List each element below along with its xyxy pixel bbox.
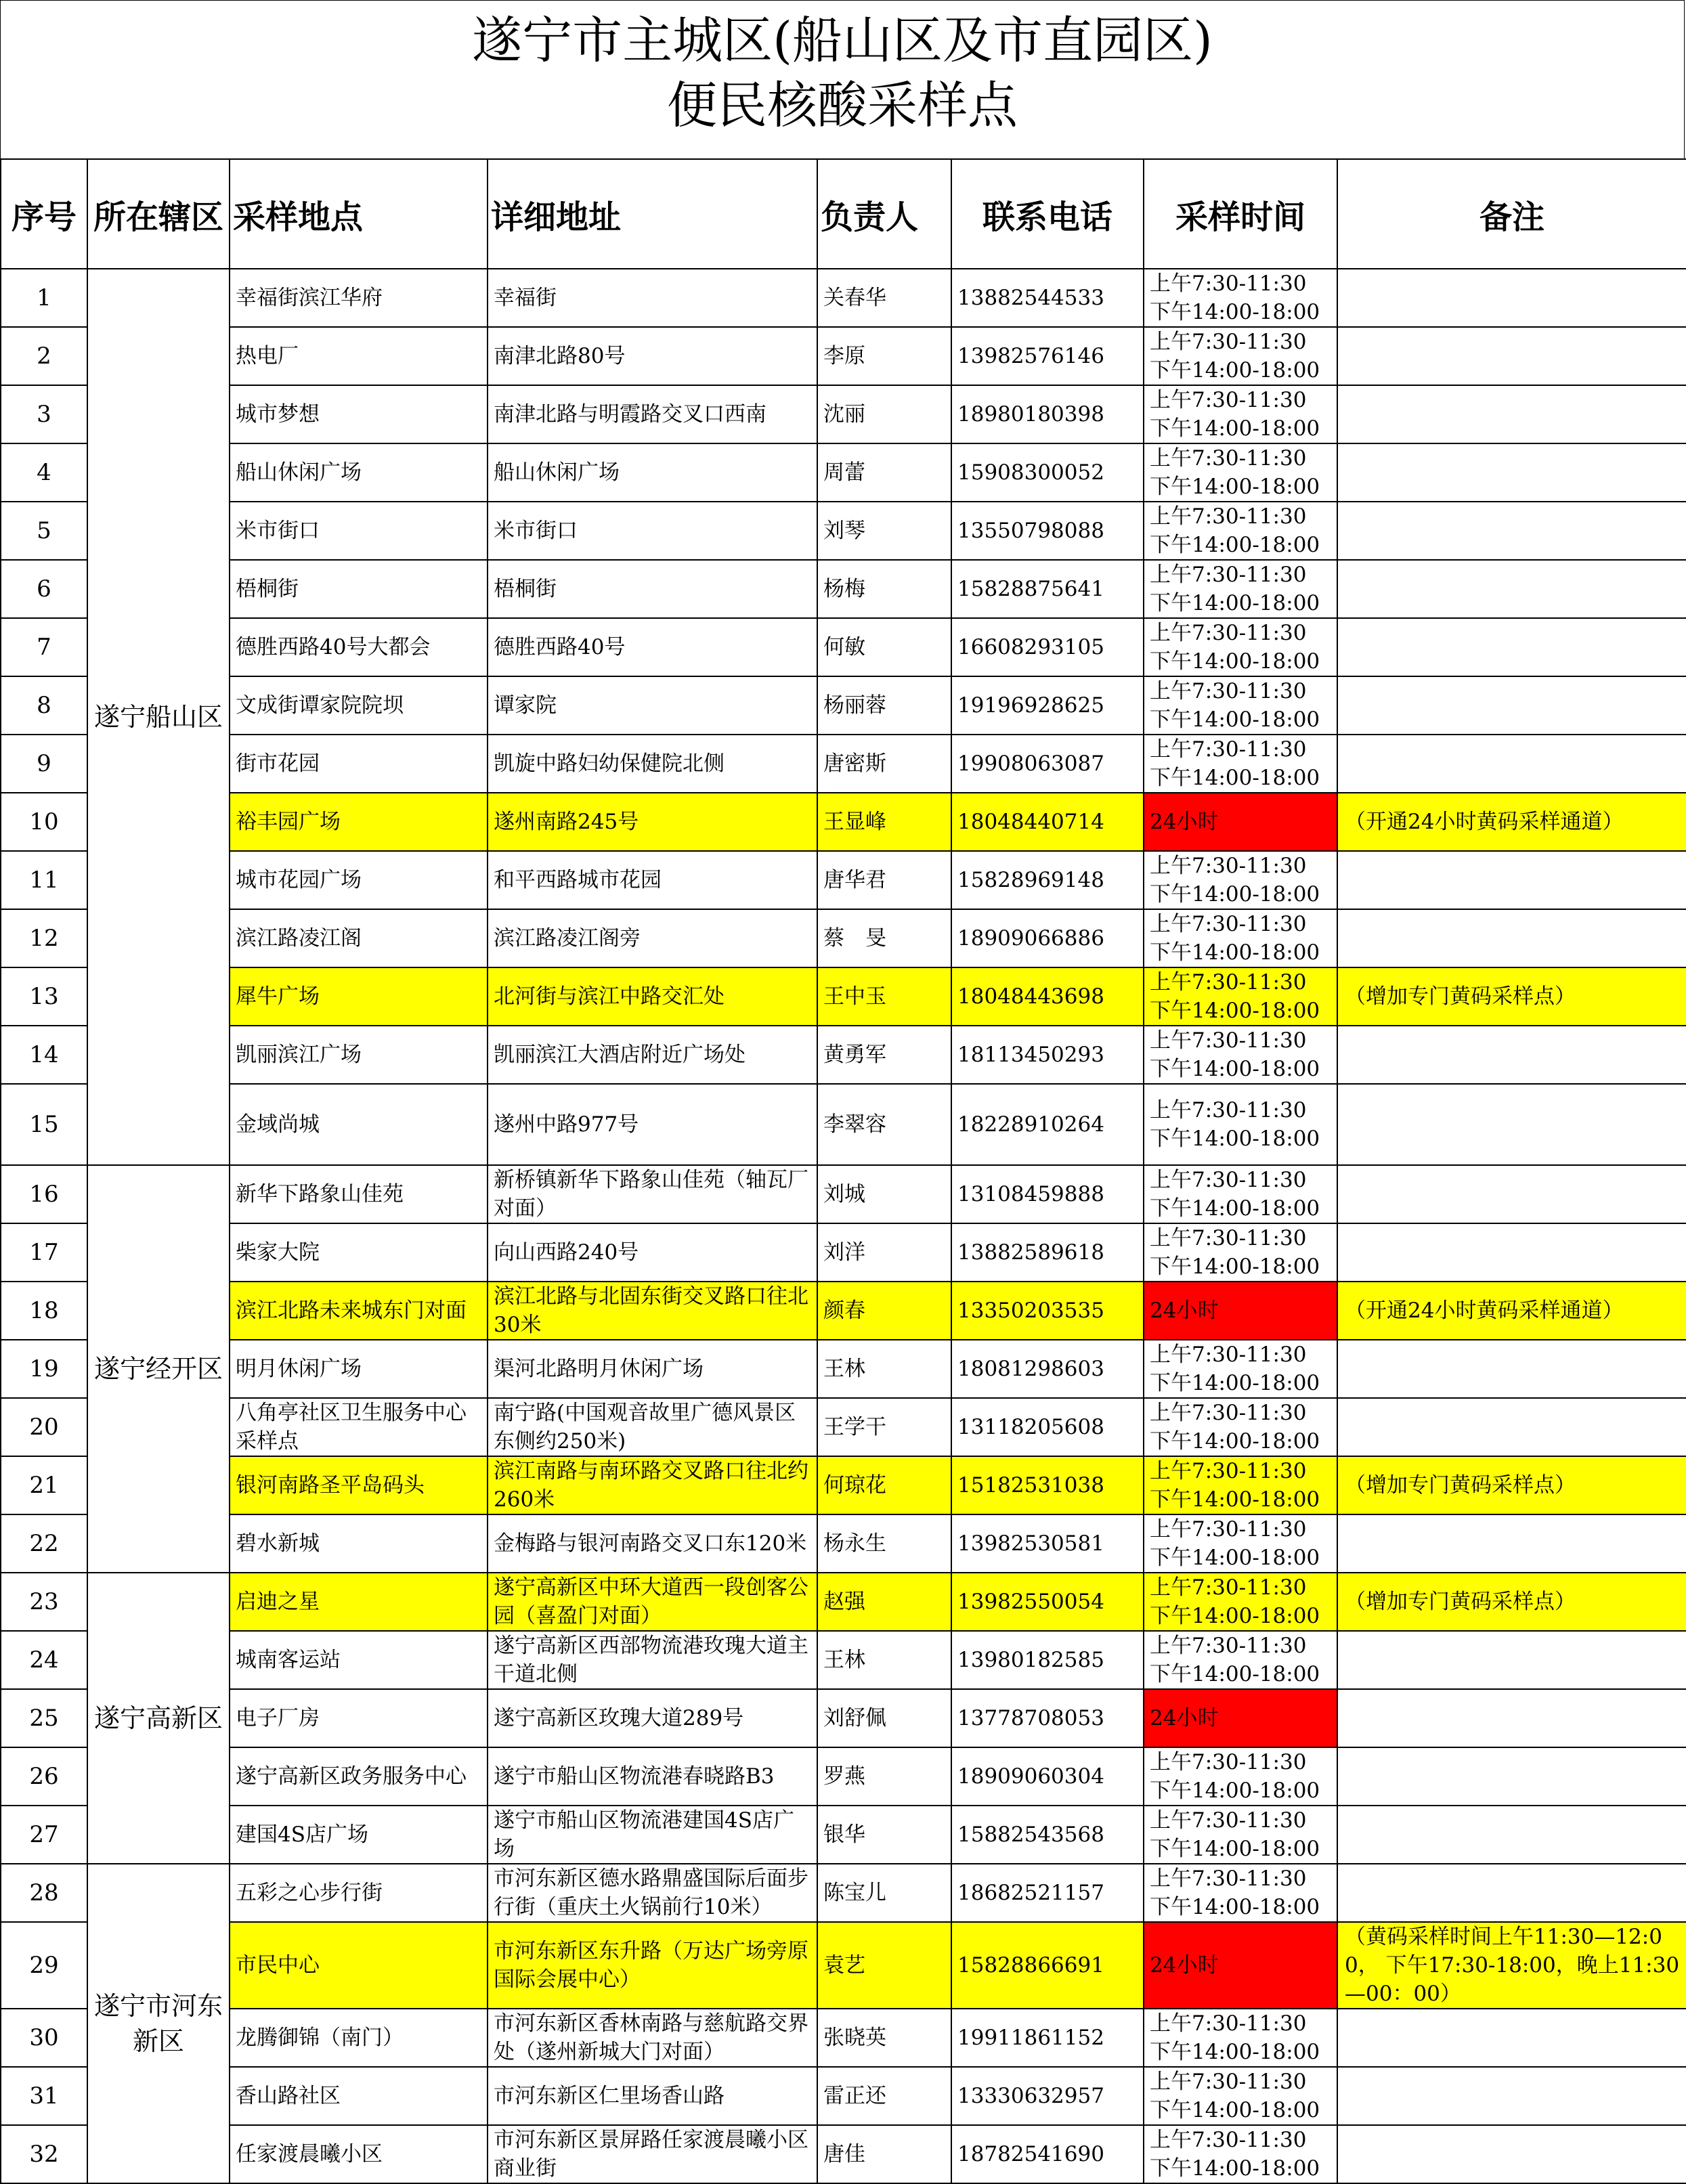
site-address: 遂州中路977号 [488, 1084, 817, 1165]
site-name: 建国4S店广场 [230, 1806, 488, 1864]
site-person: 银华 [817, 1806, 951, 1864]
site-address: 德胜西路40号 [488, 618, 817, 676]
site-time: 上午7:30-11:30 下午14:00-18:00 [1144, 1514, 1337, 1573]
table-row [1, 1026, 1686, 1084]
site-address: 南宁路(中国观音故里广德风景区东侧约250米) [488, 1398, 817, 1456]
site-time: 上午7:30-11:30 下午14:00-18:00 [1144, 967, 1337, 1026]
site-address: 金梅路与银河南路交叉口东120米 [488, 1514, 817, 1573]
row-number: 22 [1, 1514, 87, 1573]
site-person: 王林 [817, 1340, 951, 1398]
site-name: 新华下路象山佳苑 [230, 1165, 488, 1223]
site-person: 刘洋 [817, 1223, 951, 1282]
site-name: 幸福街滨江华府 [230, 269, 488, 327]
row-number: 1 [1, 269, 87, 327]
site-address: 滨江北路与北固东街交叉路口往北30米 [488, 1282, 817, 1340]
header-note: 备注 [1337, 159, 1686, 269]
row-number: 28 [1, 1864, 87, 1922]
site-note: （黄码采样时间上午11:30—12:00， 下午17:30-18:00，晚上11:30—00：00） [1337, 1922, 1686, 2009]
site-person: 王林 [817, 1631, 951, 1689]
site-time: 上午7:30-11:30 下午14:00-18:00 [1144, 1340, 1337, 1398]
site-time: 上午7:30-11:30 下午14:00-18:00 [1144, 1084, 1337, 1165]
row-number: 21 [1, 1456, 87, 1514]
site-phone: 16608293105 [951, 618, 1144, 676]
site-name: 犀牛广场 [230, 967, 488, 1026]
table-row [1, 2067, 1686, 2125]
title-area [0, 0, 1685, 158]
site-person: 周蕾 [817, 443, 951, 502]
table-row [1, 1165, 1686, 1223]
site-time: 上午7:30-11:30 下午14:00-18:00 [1144, 1747, 1337, 1806]
site-time: 上午7:30-11:30 下午14:00-18:00 [1144, 1165, 1337, 1223]
row-number: 3 [1, 385, 87, 443]
site-address: 凯旋中路妇幼保健院北侧 [488, 735, 817, 793]
site-time: 上午7:30-11:30 下午14:00-18:00 [1144, 2009, 1337, 2067]
site-address: 渠河北路明月休闲广场 [488, 1340, 817, 1398]
site-name: 热电厂 [230, 327, 488, 385]
site-address: 北河街与滨江中路交汇处 [488, 967, 817, 1026]
site-phone: 15882543568 [951, 1806, 1144, 1864]
site-note [1337, 327, 1686, 385]
sampling-sites-table [0, 158, 1686, 2184]
site-person: 唐密斯 [817, 735, 951, 793]
site-note [1337, 2125, 1686, 2183]
site-time: 上午7:30-11:30 下午14:00-18:00 [1144, 327, 1337, 385]
site-person: 刘城 [817, 1165, 951, 1223]
site-name: 米市街口 [230, 502, 488, 560]
site-time: 24小时 [1144, 1689, 1337, 1747]
site-phone: 18048440714 [951, 793, 1144, 851]
site-time: 上午7:30-11:30 下午14:00-18:00 [1144, 1398, 1337, 1456]
table-row [1, 909, 1686, 967]
page-subtitle: 便民核酸采样点 [667, 77, 1018, 135]
row-number: 9 [1, 735, 87, 793]
site-address: 船山休闲广场 [488, 443, 817, 502]
site-person: 唐佳 [817, 2125, 951, 2183]
site-phone: 13980182585 [951, 1631, 1144, 1689]
table-row [1, 1456, 1686, 1514]
row-number: 27 [1, 1806, 87, 1864]
site-phone: 18113450293 [951, 1026, 1144, 1084]
row-number: 32 [1, 2125, 87, 2183]
site-person: 颜春 [817, 1282, 951, 1340]
row-number: 14 [1, 1026, 87, 1084]
site-note [1337, 1631, 1686, 1689]
site-phone: 15828866691 [951, 1922, 1144, 2009]
site-name: 文成街谭家院院坝 [230, 676, 488, 735]
site-note [1337, 1340, 1686, 1398]
site-time: 上午7:30-11:30 下午14:00-18:00 [1144, 2125, 1337, 2183]
table-row [1, 735, 1686, 793]
site-name: 裕丰园广场 [230, 793, 488, 851]
site-time: 24小时 [1144, 793, 1337, 851]
table-row [1, 793, 1686, 851]
table-row [1, 1282, 1686, 1340]
site-phone: 18228910264 [951, 1084, 1144, 1165]
site-note: （增加专门黄码采样点） [1337, 1573, 1686, 1631]
site-name: 八角亭社区卫生服务中心采样点 [230, 1398, 488, 1456]
header-no: 序号 [1, 159, 87, 269]
site-note [1337, 676, 1686, 735]
site-note [1337, 560, 1686, 618]
district-cell: 遂宁高新区 [87, 1573, 230, 1864]
site-time: 上午7:30-11:30 下午14:00-18:00 [1144, 560, 1337, 618]
site-phone: 15908300052 [951, 443, 1144, 502]
site-note [1337, 1514, 1686, 1573]
row-number: 7 [1, 618, 87, 676]
site-address: 遂宁市船山区物流港建国4S店广场 [488, 1806, 817, 1864]
site-phone: 13982576146 [951, 327, 1144, 385]
site-note: （开通24小时黄码采样通道） [1337, 1282, 1686, 1340]
table-row [1, 1084, 1686, 1165]
site-time: 24小时 [1144, 1922, 1337, 2009]
site-note [1337, 269, 1686, 327]
site-phone: 13118205608 [951, 1398, 1144, 1456]
site-name: 明月休闲广场 [230, 1340, 488, 1398]
row-number: 10 [1, 793, 87, 851]
table-row [1, 327, 1686, 385]
table-row [1, 1806, 1686, 1864]
site-note [1337, 502, 1686, 560]
site-note: （增加专门黄码采样点） [1337, 1456, 1686, 1514]
site-time: 上午7:30-11:30 下午14:00-18:00 [1144, 1223, 1337, 1282]
site-name: 滨江路凌江阁 [230, 909, 488, 967]
site-time: 上午7:30-11:30 下午14:00-18:00 [1144, 1456, 1337, 1514]
site-address: 米市街口 [488, 502, 817, 560]
site-person: 杨永生 [817, 1514, 951, 1573]
row-number: 5 [1, 502, 87, 560]
site-name: 五彩之心步行街 [230, 1864, 488, 1922]
site-person: 唐华君 [817, 851, 951, 909]
site-person: 刘舒佩 [817, 1689, 951, 1747]
site-time: 上午7:30-11:30 下午14:00-18:00 [1144, 1864, 1337, 1922]
site-phone: 15828875641 [951, 560, 1144, 618]
site-person: 张晓英 [817, 2009, 951, 2067]
site-time: 上午7:30-11:30 下午14:00-18:00 [1144, 618, 1337, 676]
site-time: 上午7:30-11:30 下午14:00-18:00 [1144, 851, 1337, 909]
site-note: （开通24小时黄码采样通道） [1337, 793, 1686, 851]
site-time: 上午7:30-11:30 下午14:00-18:00 [1144, 385, 1337, 443]
site-address: 滨江南路与南环路交叉路口往北约260米 [488, 1456, 817, 1514]
site-time: 上午7:30-11:30 下午14:00-18:00 [1144, 502, 1337, 560]
site-person: 李原 [817, 327, 951, 385]
table-row [1, 560, 1686, 618]
site-address: 南津北路80号 [488, 327, 817, 385]
site-note [1337, 2067, 1686, 2125]
site-person: 王中玉 [817, 967, 951, 1026]
site-person: 沈丽 [817, 385, 951, 443]
site-note [1337, 1689, 1686, 1747]
site-phone: 13882589618 [951, 1223, 1144, 1282]
row-number: 31 [1, 2067, 87, 2125]
row-number: 12 [1, 909, 87, 967]
site-address: 向山西路240号 [488, 1223, 817, 1282]
site-person: 杨梅 [817, 560, 951, 618]
table-row [1, 851, 1686, 909]
header-time: 采样时间 [1144, 159, 1337, 269]
site-name: 城南客运站 [230, 1631, 488, 1689]
table-row [1, 1864, 1686, 1922]
site-phone: 13350203535 [951, 1282, 1144, 1340]
site-phone: 18782541690 [951, 2125, 1144, 2183]
district-cell: 遂宁船山区 [87, 269, 230, 1165]
site-note: （增加专门黄码采样点） [1337, 967, 1686, 1026]
row-number: 18 [1, 1282, 87, 1340]
site-name: 城市梦想 [230, 385, 488, 443]
site-address: 滨江路凌江阁旁 [488, 909, 817, 967]
site-phone: 18980180398 [951, 385, 1144, 443]
header-address: 详细地址 [488, 159, 817, 269]
site-name: 任家渡晨曦小区 [230, 2125, 488, 2183]
site-note [1337, 1747, 1686, 1806]
table-row [1, 1922, 1686, 2009]
site-name: 市民中心 [230, 1922, 488, 2009]
table-row [1, 1631, 1686, 1689]
site-name: 柴家大院 [230, 1223, 488, 1282]
site-name: 德胜西路40号大都会 [230, 618, 488, 676]
site-phone: 13882544533 [951, 269, 1144, 327]
site-person: 关春华 [817, 269, 951, 327]
row-number: 4 [1, 443, 87, 502]
site-person: 雷正还 [817, 2067, 951, 2125]
site-person: 黄勇军 [817, 1026, 951, 1084]
header-person: 负责人 [817, 159, 951, 269]
site-phone: 13330632957 [951, 2067, 1144, 2125]
site-name: 凯丽滨江广场 [230, 1026, 488, 1084]
site-phone: 15828969148 [951, 851, 1144, 909]
site-person: 袁艺 [817, 1922, 951, 2009]
row-number: 23 [1, 1573, 87, 1631]
site-note [1337, 735, 1686, 793]
site-time: 上午7:30-11:30 下午14:00-18:00 [1144, 1806, 1337, 1864]
table-row [1, 1747, 1686, 1806]
site-time: 上午7:30-11:30 下午14:00-18:00 [1144, 1631, 1337, 1689]
site-person: 李翠容 [817, 1084, 951, 1165]
row-number: 8 [1, 676, 87, 735]
row-number: 19 [1, 1340, 87, 1398]
site-note [1337, 1165, 1686, 1223]
table-row [1, 2125, 1686, 2183]
site-name: 滨江北路未来城东门对面 [230, 1282, 488, 1340]
site-address: 和平西路城市花园 [488, 851, 817, 909]
table-row [1, 1398, 1686, 1456]
site-person: 王学干 [817, 1398, 951, 1456]
site-name: 龙腾御锦（南门） [230, 2009, 488, 2067]
district-cell: 遂宁市河东新区 [87, 1864, 230, 2183]
site-address: 遂宁高新区西部物流港玫瑰大道主干道北侧 [488, 1631, 817, 1689]
site-time: 上午7:30-11:30 下午14:00-18:00 [1144, 676, 1337, 735]
table-row [1, 1223, 1686, 1282]
site-address: 遂州南路245号 [488, 793, 817, 851]
site-address: 市河东新区香林南路与慈航路交界处（遂州新城大门对面） [488, 2009, 817, 2067]
site-phone: 18081298603 [951, 1340, 1144, 1398]
table-row [1, 676, 1686, 735]
site-phone: 13108459888 [951, 1165, 1144, 1223]
site-name: 电子厂房 [230, 1689, 488, 1747]
site-person: 赵强 [817, 1573, 951, 1631]
site-name: 街市花园 [230, 735, 488, 793]
site-address: 梧桐街 [488, 560, 817, 618]
site-address: 遂宁高新区中环大道西一段创客公园（喜盈门对面） [488, 1573, 817, 1631]
site-name: 城市花园广场 [230, 851, 488, 909]
site-note [1337, 1398, 1686, 1456]
site-time: 上午7:30-11:30 下午14:00-18:00 [1144, 443, 1337, 502]
header-district: 所在辖区 [87, 159, 230, 269]
table-row [1, 385, 1686, 443]
site-name: 香山路社区 [230, 2067, 488, 2125]
site-address: 遂宁市船山区物流港春晓路B3 [488, 1747, 817, 1806]
site-phone: 18048443698 [951, 967, 1144, 1026]
site-name: 金域尚城 [230, 1084, 488, 1165]
header-phone: 联系电话 [951, 159, 1144, 269]
row-number: 26 [1, 1747, 87, 1806]
site-note [1337, 909, 1686, 967]
site-address: 凯丽滨江大酒店附近广场处 [488, 1026, 817, 1084]
row-number: 20 [1, 1398, 87, 1456]
site-note [1337, 2009, 1686, 2067]
table-row [1, 618, 1686, 676]
site-name: 银河南路圣平岛码头 [230, 1456, 488, 1514]
site-name: 梧桐街 [230, 560, 488, 618]
site-address: 南津北路与明霞路交叉口西南 [488, 385, 817, 443]
site-phone: 13982530581 [951, 1514, 1144, 1573]
table-row [1, 1573, 1686, 1631]
table-row [1, 1514, 1686, 1573]
row-number: 25 [1, 1689, 87, 1747]
site-address: 市河东新区德水路鼎盛国际后面步行街（重庆土火锅前行10米） [488, 1864, 817, 1922]
row-number: 17 [1, 1223, 87, 1282]
site-address: 遂宁高新区玫瑰大道289号 [488, 1689, 817, 1747]
site-phone: 13982550054 [951, 1573, 1144, 1631]
site-time: 上午7:30-11:30 下午14:00-18:00 [1144, 1573, 1337, 1631]
site-address: 谭家院 [488, 676, 817, 735]
site-phone: 19196928625 [951, 676, 1144, 735]
site-address: 市河东新区景屏路任家渡晨曦小区商业街 [488, 2125, 817, 2183]
site-time: 上午7:30-11:30 下午14:00-18:00 [1144, 909, 1337, 967]
site-time: 上午7:30-11:30 下午14:00-18:00 [1144, 269, 1337, 327]
site-address: 市河东新区仁里场香山路 [488, 2067, 817, 2125]
site-phone: 19908063087 [951, 735, 1144, 793]
site-note [1337, 385, 1686, 443]
table-row [1, 269, 1686, 327]
site-phone: 19911861152 [951, 2009, 1144, 2067]
table-row [1, 1689, 1686, 1747]
site-name: 船山休闲广场 [230, 443, 488, 502]
site-time: 上午7:30-11:30 下午14:00-18:00 [1144, 2067, 1337, 2125]
table-row [1, 1340, 1686, 1398]
header-row [1, 159, 1686, 269]
table-row [1, 2009, 1686, 2067]
row-number: 6 [1, 560, 87, 618]
district-cell: 遂宁经开区 [87, 1165, 230, 1573]
site-phone: 18682521157 [951, 1864, 1144, 1922]
site-address: 幸福街 [488, 269, 817, 327]
site-person: 杨丽蓉 [817, 676, 951, 735]
site-note [1337, 618, 1686, 676]
site-person: 何琼花 [817, 1456, 951, 1514]
row-number: 15 [1, 1084, 87, 1165]
site-address: 市河东新区东升路（万达广场旁原国际会展中心） [488, 1922, 817, 2009]
site-name: 遂宁高新区政务服务中心 [230, 1747, 488, 1806]
table-row [1, 443, 1686, 502]
site-person: 罗燕 [817, 1747, 951, 1806]
site-person: 刘琴 [817, 502, 951, 560]
site-phone: 13778708053 [951, 1689, 1144, 1747]
site-note [1337, 443, 1686, 502]
table-row [1, 502, 1686, 560]
row-number: 2 [1, 327, 87, 385]
site-phone: 18909066886 [951, 909, 1144, 967]
site-address: 新桥镇新华下路象山佳苑（轴瓦厂对面） [488, 1165, 817, 1223]
row-number: 29 [1, 1922, 87, 2009]
site-name: 启迪之星 [230, 1573, 488, 1631]
site-note [1337, 1223, 1686, 1282]
site-time: 上午7:30-11:30 下午14:00-18:00 [1144, 735, 1337, 793]
table-row [1, 967, 1686, 1026]
row-number: 13 [1, 967, 87, 1026]
site-person: 蔡 旻 [817, 909, 951, 967]
site-phone: 15182531038 [951, 1456, 1144, 1514]
row-number: 30 [1, 2009, 87, 2067]
row-number: 11 [1, 851, 87, 909]
site-time: 24小时 [1144, 1282, 1337, 1340]
site-person: 何敏 [817, 618, 951, 676]
row-number: 16 [1, 1165, 87, 1223]
site-phone: 18909060304 [951, 1747, 1144, 1806]
site-note [1337, 1084, 1686, 1165]
site-note [1337, 1026, 1686, 1084]
site-time: 上午7:30-11:30 下午14:00-18:00 [1144, 1026, 1337, 1084]
site-note [1337, 851, 1686, 909]
site-phone: 13550798088 [951, 502, 1144, 560]
header-place: 采样地点 [230, 159, 488, 269]
site-note [1337, 1806, 1686, 1864]
page-title: 遂宁市主城区(船山区及市直园区) [472, 12, 1213, 70]
row-number: 24 [1, 1631, 87, 1689]
site-person: 王显峰 [817, 793, 951, 851]
site-note [1337, 1864, 1686, 1922]
site-person: 陈宝儿 [817, 1864, 951, 1922]
site-name: 碧水新城 [230, 1514, 488, 1573]
